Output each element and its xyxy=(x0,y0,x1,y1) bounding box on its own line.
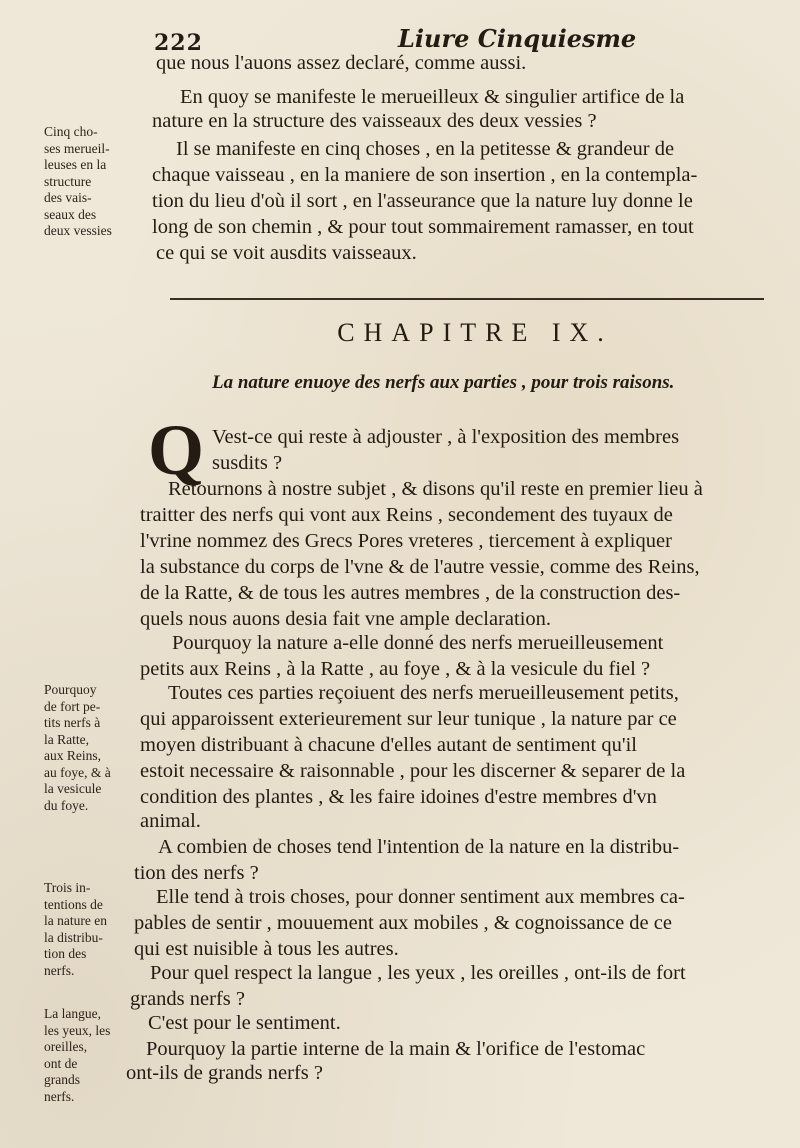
text-line: condition des plantes , & les faire idoines d'estre membres d'vn xyxy=(140,786,657,808)
text-line: Pourquoy la nature a-elle donné des nerfs merueilleusement xyxy=(172,632,664,654)
margin-note-line: aux Reins, xyxy=(44,748,101,763)
margin-note-line: des vais- xyxy=(44,190,92,205)
text-line: moyen distribuant à chacune d'elles autant de sentiment qu'il xyxy=(140,734,637,756)
margin-note-line: Cinq cho- xyxy=(44,124,98,139)
text-line: traitter des nerfs qui vont aux Reins , secondement des tuyaux de xyxy=(140,504,673,526)
margin-note-line: La langue, xyxy=(44,1006,101,1021)
text-line: tion des nerfs ? xyxy=(134,862,259,884)
margin-note-line: la nature en xyxy=(44,913,107,928)
margin-note-line: tentions de xyxy=(44,896,103,912)
margin-note-line: nerfs. xyxy=(44,962,75,978)
text-line: Pourquoy la partie interne de la main & l'orifice de l'estomac xyxy=(146,1038,646,1060)
margin-note-line: grands xyxy=(44,1072,80,1087)
margin-note-line: tion des xyxy=(44,946,87,961)
margin-note-pourquoy xyxy=(44,682,111,814)
text-line: A combien de choses tend l'intention de la nature en la distribu- xyxy=(158,836,680,858)
text-line: petits aux Reins , à la Ratte , au foye , & à la vesicule du fiel ? xyxy=(140,658,651,680)
drop-cap: Q xyxy=(148,410,205,490)
margin-note-line: deux vessies xyxy=(44,223,112,238)
margin-note-line: les yeux, les xyxy=(44,1022,111,1038)
margin-note-la-langue xyxy=(44,1006,110,1105)
margin-note-line: la distribu- xyxy=(44,929,103,945)
text-line: la substance du corps de l'vne & de l'autre vessie, comme des Reins, xyxy=(140,556,700,578)
margin-note-line: ses merueil- xyxy=(44,140,110,156)
margin-note-line: ont de xyxy=(44,1055,78,1071)
margin-note-line: la vesicule xyxy=(44,781,102,796)
margin-note-line: oreilles, xyxy=(44,1039,88,1054)
margin-note-line: Pourquoy xyxy=(44,682,97,697)
margin-note-line: Trois in- xyxy=(44,880,91,895)
chapter-title: CHAPITRE IX. xyxy=(337,318,613,347)
text-line: quels nous auons desia fait vne ample declaration. xyxy=(140,608,552,630)
text-line: ce qui se voit ausdits vaisseaux. xyxy=(156,242,417,264)
text-line: C'est pour le sentiment. xyxy=(148,1012,341,1034)
text-line: tion du lieu d'où il sort , en l'asseurance que la nature luy donne le xyxy=(152,190,693,212)
text-line: Elle tend à trois choses, pour donner sentiment aux membres ca- xyxy=(156,886,685,908)
text-line: nature en la structure des vaisseaux des deux vessies ? xyxy=(152,110,597,132)
text-line: grands nerfs ? xyxy=(130,988,245,1010)
text-line: long de son chemin , & pour tout sommairement ramasser, en tout xyxy=(152,216,694,238)
margin-note-line: nerfs. xyxy=(44,1088,75,1104)
text-line: chaque vaisseau , en la maniere de son insertion , en la contempla- xyxy=(152,164,698,186)
margin-note-line: la Ratte, xyxy=(44,731,89,747)
page-number: 222 xyxy=(154,30,203,56)
text-line: Pour quel respect la langue , les yeux , les oreilles , ont-ils de fort xyxy=(150,962,686,984)
margin-note-line: du foye. xyxy=(44,797,89,813)
text-line: de la Ratte, & de tous les autres membres , de la construction des- xyxy=(140,582,681,604)
text-line: susdits ? xyxy=(212,452,283,474)
text-line: Il se manifeste en cinq choses , en la petitesse & grandeur de xyxy=(176,138,675,160)
text-line: l'vrine nommez des Grecs Pores vreteres , tiercement à expliquer xyxy=(140,530,672,552)
text-line: qui apparoissent exterieurement sur leur tunique , la nature par ce xyxy=(140,708,677,730)
divider-rule xyxy=(170,298,764,300)
text-line: ont-ils de grands nerfs ? xyxy=(126,1062,323,1084)
margin-note-line: de fort pe- xyxy=(44,698,101,714)
margin-note-trois-intentions xyxy=(44,880,107,979)
margin-note-line: tits nerfs à xyxy=(44,715,101,730)
text-line: estoit necessaire & raisonnable , pour les discerner & separer de la xyxy=(140,760,686,782)
text-line: que nous l'auons assez declaré, comme aussi. xyxy=(156,52,527,74)
text-line: pables de sentir , mouuement aux mobiles , & cognoissance de ce xyxy=(134,912,672,934)
margin-note-line: au foye, & à xyxy=(44,764,111,780)
text-line: Toutes ces parties reçoiuent des nerfs merueilleusement petits, xyxy=(168,682,679,704)
margin-note-line: leuses en la xyxy=(44,157,107,172)
margin-note-line: seaux des xyxy=(44,206,97,222)
chapter-subtitle: La nature enuoye des nerfs aux parties , pour trois raisons. xyxy=(212,372,675,393)
text-line: animal. xyxy=(140,810,201,832)
running-title: Liure Cinquiesme xyxy=(398,24,637,53)
text-line: En quoy se manifeste le merueilleux & singulier artifice de la xyxy=(180,86,685,108)
margin-note-line: structure xyxy=(44,173,92,189)
text-line: Vest-ce qui reste à adjouster , à l'exposition des membres xyxy=(212,426,680,448)
margin-note-cinq-choses xyxy=(44,124,112,240)
text-line: Retournons à nostre subjet , & disons qu'il reste en premier lieu à xyxy=(168,478,703,500)
text-line: qui est nuisible à tous les autres. xyxy=(134,938,399,960)
